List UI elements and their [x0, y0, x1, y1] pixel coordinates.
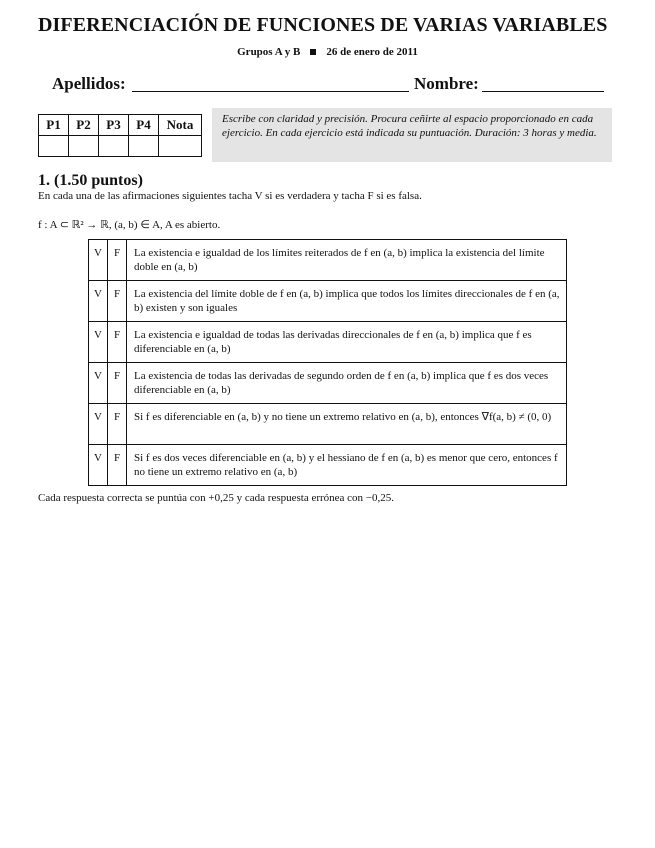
false-checkbox[interactable]: F	[108, 322, 127, 363]
true-false-table	[88, 239, 567, 486]
question-condition: f : A ⊂ ℝ² → ℝ, (a, b) ∈ A, A es abierto.	[38, 219, 221, 231]
square-bullet-icon	[310, 49, 316, 55]
grades-header: P1	[39, 115, 69, 136]
statement-row	[89, 363, 567, 404]
statement-row	[89, 445, 567, 486]
grades-header: P2	[69, 115, 99, 136]
grade-cell-total[interactable]	[159, 136, 202, 157]
exam-date: 26 de enero de 2011	[326, 46, 418, 58]
instructions-box: Escribe con claridad y precisión. Procura ceñirte al espacio proporcionado en cada ejercicio. En cada ejercicio está indicada su puntuación. Duración: 3 horas y media.	[212, 108, 612, 162]
grades-header: P3	[99, 115, 129, 136]
name-label: Nombre:	[414, 74, 479, 93]
grade-cell-p4[interactable]	[129, 136, 159, 157]
true-checkbox[interactable]: V	[89, 445, 108, 486]
statement-text: Si f es dos veces diferenciable en (a, b) y el hessiano de f en (a, b) es menor que cero, entonces f no tiene un extremo relativo en (a, b)	[127, 445, 567, 486]
true-checkbox[interactable]: V	[89, 363, 108, 404]
statement-text: La existencia de todas las derivadas de segundo orden de f en (a, b) implica que f es dos veces diferenciable en (a, b)	[127, 363, 567, 404]
false-checkbox[interactable]: F	[108, 404, 127, 445]
grades-header: P4	[129, 115, 159, 136]
statement-row	[89, 404, 567, 445]
true-checkbox[interactable]: V	[89, 281, 108, 322]
grade-cell-p3[interactable]	[99, 136, 129, 157]
exam-groups: Grupos A y B	[237, 46, 301, 58]
question-intro: En cada una de las afirmaciones siguientes tacha V si es verdadera y tacha F si es falsa.	[38, 190, 422, 202]
false-checkbox[interactable]: F	[108, 240, 127, 281]
false-checkbox[interactable]: F	[108, 445, 127, 486]
false-checkbox[interactable]: F	[108, 281, 127, 322]
grades-header: Nota	[159, 115, 202, 136]
true-checkbox[interactable]: V	[89, 240, 108, 281]
student-identification	[52, 74, 612, 96]
true-checkbox[interactable]: V	[89, 404, 108, 445]
grade-cell-p1[interactable]	[39, 136, 69, 157]
scoring-note: Cada respuesta correcta se puntúa con +0,25 y cada respuesta errónea con −0,25.	[38, 492, 395, 504]
page-title: DIFERENCIACIÓN DE FUNCIONES DE VARIAS VARIABLES	[38, 14, 608, 36]
statement-row	[89, 281, 567, 322]
statement-text: La existencia del límite doble de f en (a, b) implica que todos los límites direccionales de f en (a, b) existen y son iguales	[127, 281, 567, 322]
surname-field[interactable]	[132, 91, 409, 92]
statement-row	[89, 240, 567, 281]
false-checkbox[interactable]: F	[108, 363, 127, 404]
true-checkbox[interactable]: V	[89, 322, 108, 363]
question-title: 1. (1.50 puntos)	[38, 172, 143, 189]
surname-label: Apellidos:	[52, 74, 126, 93]
grades-table	[38, 114, 202, 157]
statement-row	[89, 322, 567, 363]
grade-cell-p2[interactable]	[69, 136, 99, 157]
exam-subtitle	[0, 46, 655, 58]
statement-text: La existencia e igualdad de todas las derivadas direccionales de f en (a, b) implica que f es diferenciable en (a, b)	[127, 322, 567, 363]
grades-header-row	[39, 115, 202, 136]
name-field[interactable]	[482, 91, 604, 92]
statement-text: La existencia e igualdad de los límites reiterados de f en (a, b) implica la existencia del límite doble en (a, b)	[127, 240, 567, 281]
grades-value-row	[39, 136, 202, 157]
statement-text: Si f es diferenciable en (a, b) y no tiene un extremo relativo en (a, b), entonces ∇f(a, b) ≠ (0, 0)	[127, 404, 567, 445]
